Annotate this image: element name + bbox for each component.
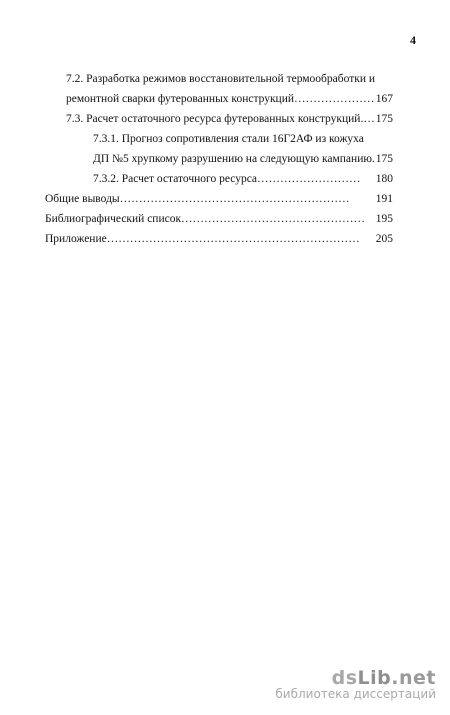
watermark (275, 667, 436, 701)
toc-entry-conclusions: Общие выводы…………………………………………………… (45, 193, 350, 205)
toc-entry-7-3-1-line1: 7.3.1. Прогноз сопротивления стали 16Г2АФ из кожуха (93, 133, 364, 145)
toc-page-7-3: 175 (375, 113, 393, 125)
watermark-logo: dsLib.net (331, 667, 436, 689)
watermark-subtitle: библиотека диссертаций (275, 687, 436, 701)
toc-entry-7-3-2: 7.3.2. Расчет остаточного ресурса……………………… (93, 173, 361, 185)
toc-entry-7-2-line2: ремонтной сварки футерованных конструкций………………… (66, 93, 375, 105)
toc-page-appendix: 205 (375, 233, 393, 245)
toc-page-conclusions: 191 (375, 193, 393, 205)
toc-entry-bibliography: Библиографический список………………………………………… (45, 213, 366, 225)
toc-page-bibliography: 195 (375, 213, 393, 225)
page-number: 4 (410, 33, 416, 47)
toc-entry-7-3: 7.3. Расчет остаточного ресурса футерованных конструкций.… (66, 113, 375, 125)
toc-page-7-2: 167 (375, 93, 393, 105)
toc-entry-appendix: Приложение………………………………………………………… (45, 233, 360, 245)
toc-page-7-3-2: 180 (375, 173, 393, 185)
toc-entry-7-3-1-line2: ДП №5 хрупкому разрушению на следующую кампанию. (93, 153, 375, 165)
toc-page-7-3-1: 175 (375, 153, 393, 165)
toc-entry-7-2-line1: 7.2. Разработка режимов восстановительной термообработки и (66, 73, 376, 85)
